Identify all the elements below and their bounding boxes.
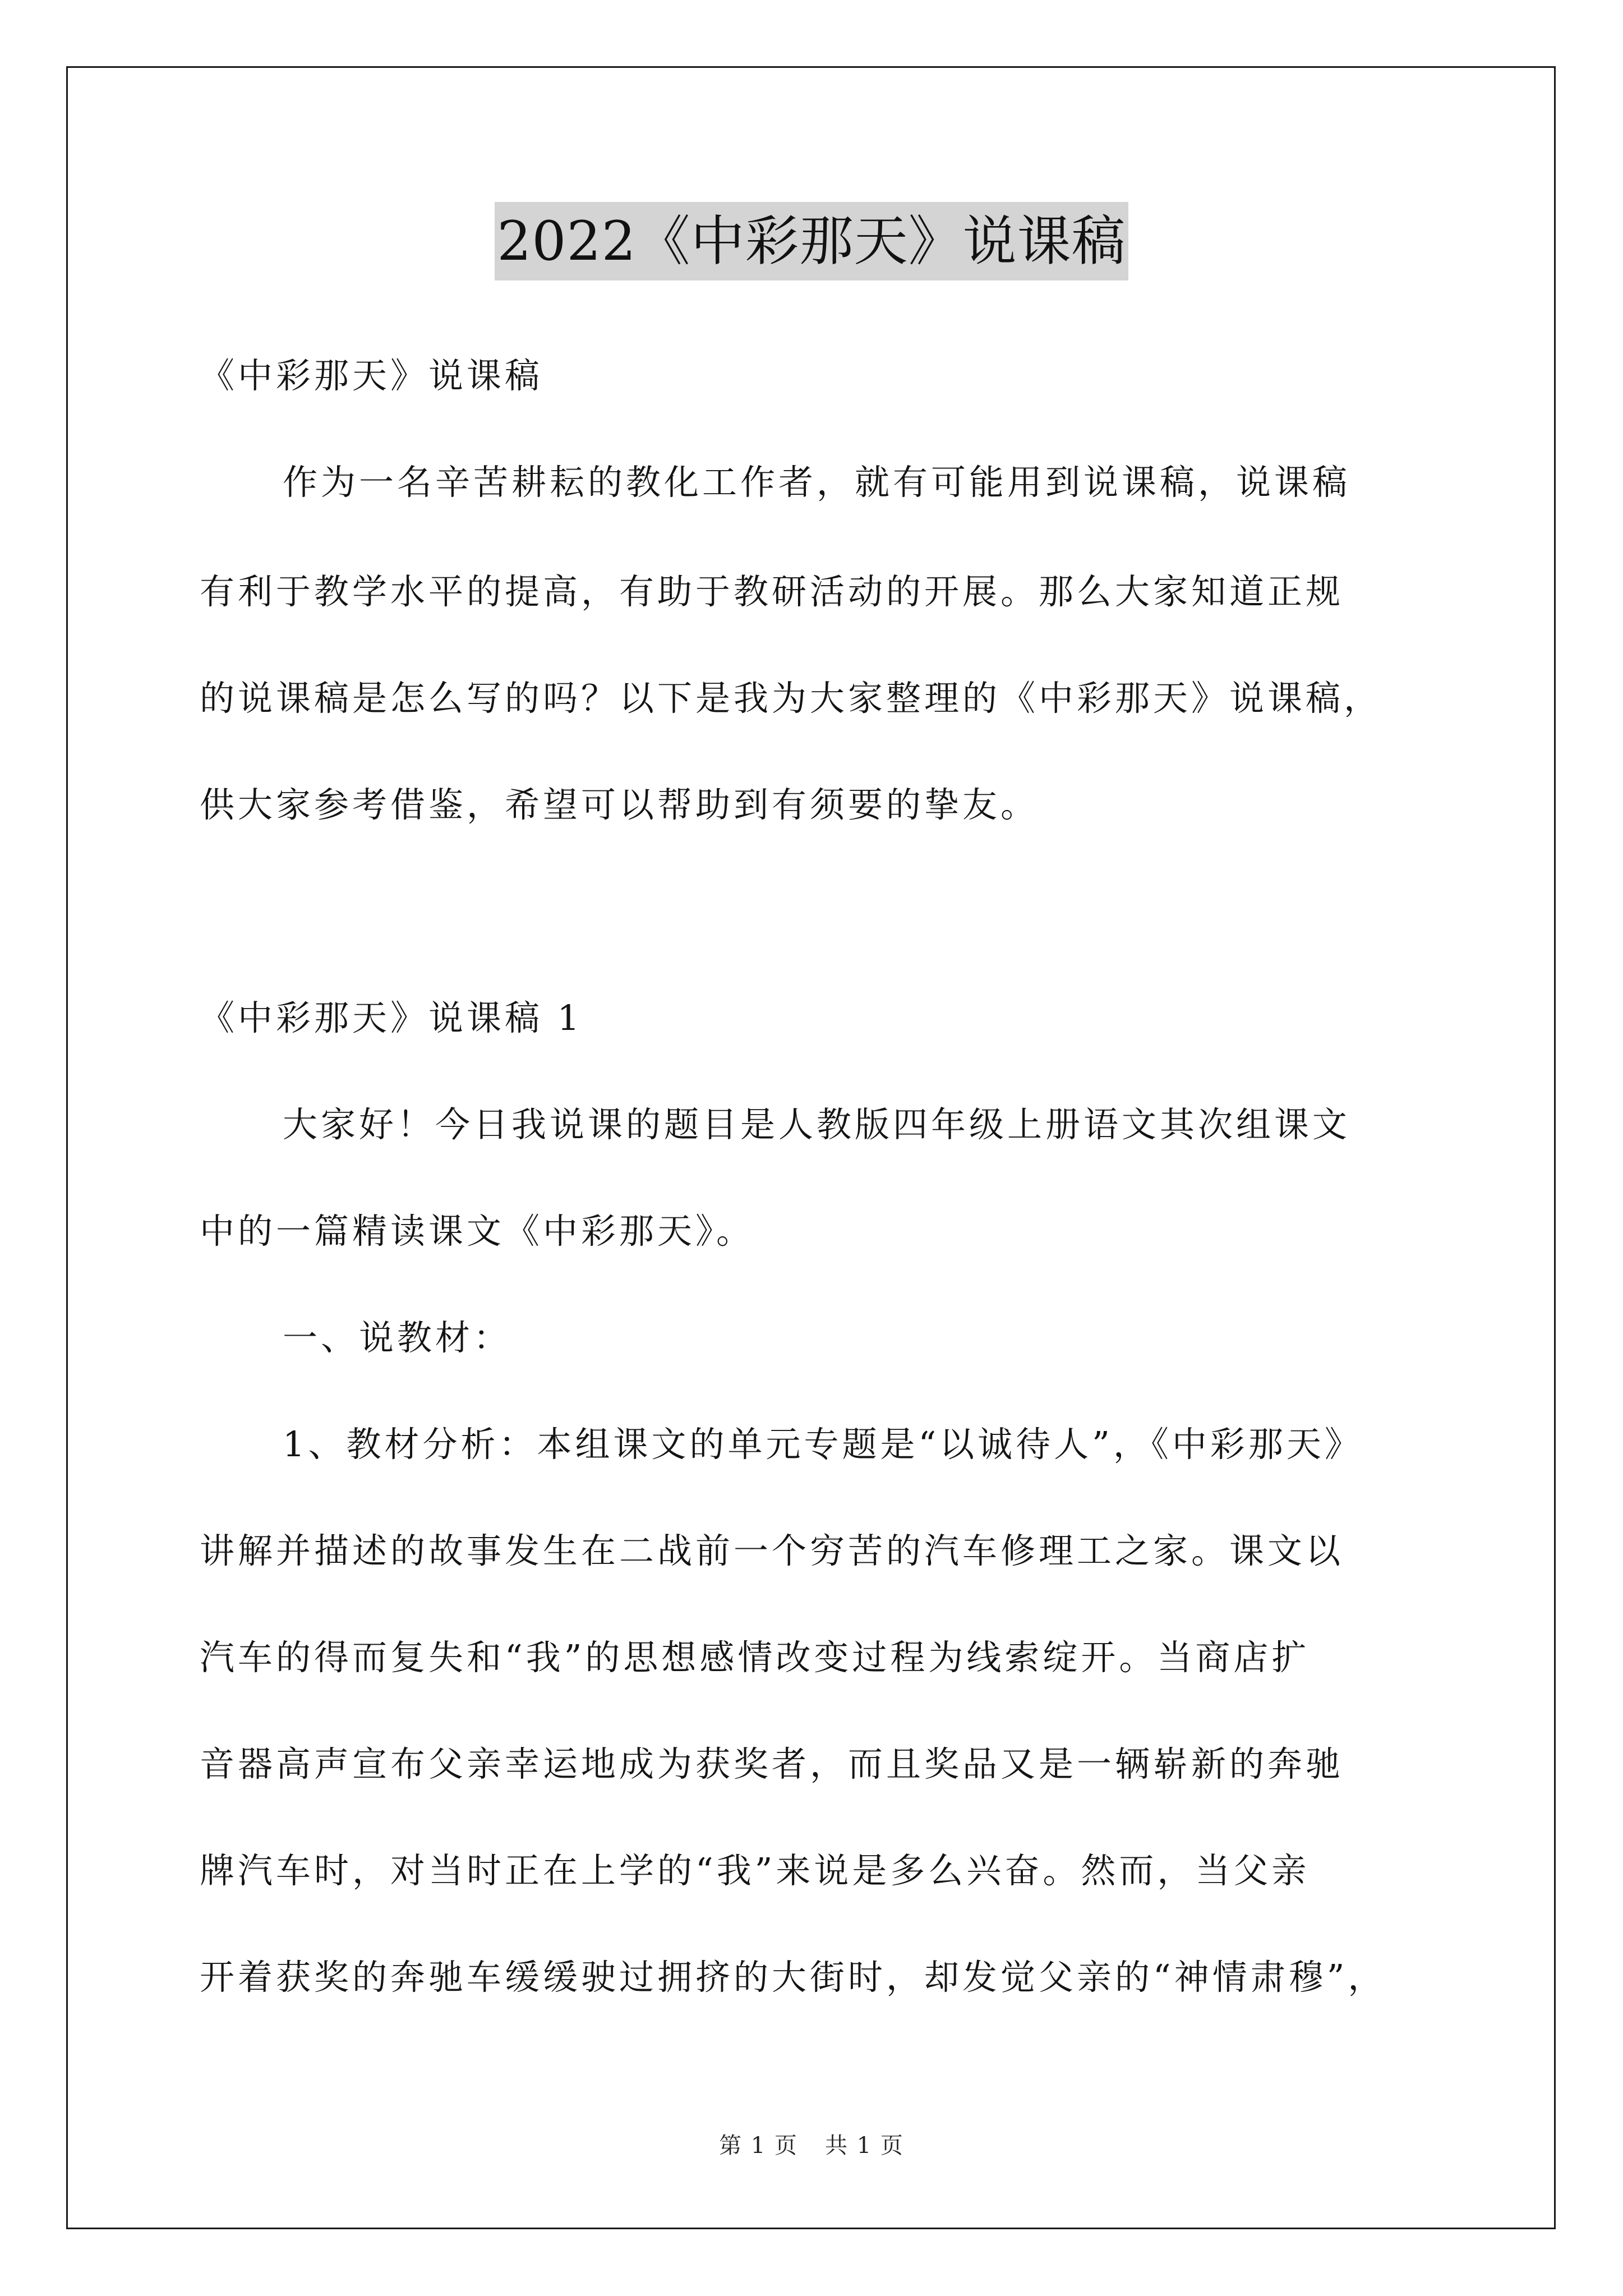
analysis-line-5: 牌汽车时，对当时正在上学的“我”来说是多么兴奋。然而，当父亲 [200, 1850, 1310, 1891]
analysis-line-3: 汽车的得而复失和“我”的思想感情改变过程为线索绽开。当商店扩 [200, 1637, 1310, 1678]
greeting-line-1: 大家好！今日我说课的题目是人教版四年级上册语文其次组课文 [283, 1104, 1351, 1145]
part-heading: 一、说教材： [283, 1317, 512, 1358]
analysis-line-4: 音器高声宣布父亲幸运地成为获奖者，而且奖品又是一辆崭新的奔驰 [200, 1743, 1344, 1784]
analysis-line-1: 1、教材分析：本组课文的单元专题是“以诚待人”，《中彩那天》 [283, 1424, 1363, 1465]
intro-line-2: 有利于教学水平的提高，有助于教研活动的开展。那么大家知道正规 [200, 571, 1344, 612]
section-heading: 《中彩那天》说课稿 1 [200, 997, 583, 1038]
subtitle: 《中彩那天》说课稿 [200, 355, 543, 396]
page-footer [0, 2129, 1623, 2162]
title-container [0, 202, 1623, 280]
analysis-line-2: 讲解并描述的故事发生在二战前一个穷苦的汽车修理工之家。课文以 [200, 1530, 1344, 1571]
intro-line-4: 供大家参考借鉴，希望可以帮助到有须要的挚友。 [200, 784, 1039, 825]
intro-line-3: 的说课稿是怎么写的吗？以下是我为大家整理的《中彩那天》说课稿， [200, 678, 1382, 719]
document-title: 2022《中彩那天》说课稿 [495, 202, 1128, 280]
analysis-line-6: 开着获奖的奔驰车缓缓驶过拥挤的大街时，却发觉父亲的“神情肃穆”， [200, 1957, 1386, 1998]
greeting-line-2: 中的一篇精读课文《中彩那天》。 [200, 1211, 755, 1251]
page-total: 共 1 页 [825, 2133, 904, 2159]
page-number: 第 1 页 [719, 2133, 798, 2159]
intro-line-1: 作为一名辛苦耕耘的教化工作者，就有可能用到说课稿，说课稿 [283, 462, 1351, 503]
